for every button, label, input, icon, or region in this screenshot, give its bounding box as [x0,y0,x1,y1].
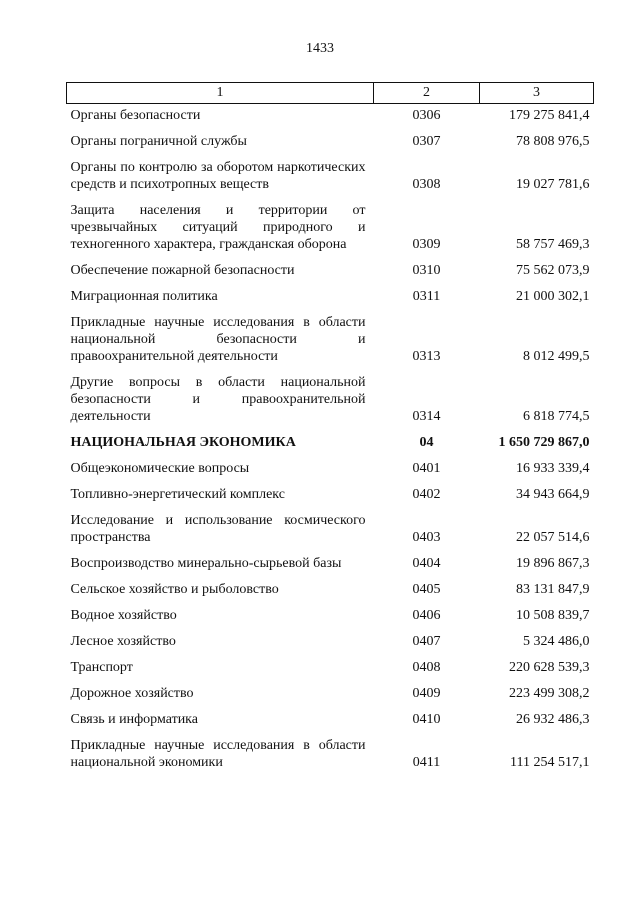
table-row [67,734,594,777]
row-code: 0409 [412,686,441,701]
row-amount: 19 027 781,6 [516,177,590,192]
table-header-row [67,83,594,104]
table-row [67,630,594,656]
row-name: Обеспечение пожарной безопасности [70,263,295,278]
table-row [67,604,594,630]
column-header-3: 3 [480,83,594,104]
row-name: Органы по контролю за оборотом наркотических средств и психотропных веществ [70,160,366,192]
row-code: 0403 [412,530,441,545]
row-name: Дорожное хозяйство [70,686,194,701]
row-code: 0310 [412,263,441,278]
row-amount: 16 933 339,4 [516,461,590,476]
row-code: 0314 [412,409,441,424]
row-amount: 75 562 073,9 [516,263,590,278]
row-amount: 179 275 841,4 [509,108,590,123]
table-row [67,578,594,604]
row-amount: 10 508 839,7 [516,608,590,623]
table-row [67,130,594,156]
row-name: Органы пограничной службы [70,134,247,149]
row-amount: 83 131 847,9 [516,582,590,597]
row-code: 0311 [412,289,441,304]
row-name: Другие вопросы в области национальной безопасности и правоохранительной деятельности [70,375,366,424]
table-row [67,483,594,509]
row-code: 0307 [412,134,441,149]
row-amount: 26 932 486,3 [516,712,590,727]
row-name: Общеэкономические вопросы [70,461,250,476]
row-code: 0404 [412,556,441,571]
row-name: Лесное хозяйство [70,634,176,649]
table-row [67,311,594,371]
table-row [67,682,594,708]
row-amount: 111 254 517,1 [510,755,590,770]
row-amount: 19 896 867,3 [516,556,590,571]
row-name: Защита населения и территории от чрезвычайных ситуаций природного и техногенного характера, гражданская оборона [70,203,366,252]
table-row [67,656,594,682]
row-amount: 8 012 499,5 [523,349,590,364]
row-code: 0407 [412,634,441,649]
row-code: 0306 [412,108,441,123]
row-name: Прикладные научные исследования в области национальной экономики [70,738,366,770]
section-code: 04 [419,435,434,450]
section-name: НАЦИОНАЛЬНАЯ ЭКОНОМИКА [70,435,296,450]
row-code: 0309 [412,237,441,252]
row-code: 0402 [412,487,441,502]
row-amount: 78 808 976,5 [516,134,590,149]
row-code: 0410 [412,712,441,727]
row-amount: 22 057 514,6 [516,530,590,545]
page-number: 1433 [306,41,334,56]
row-code: 0313 [412,349,441,364]
row-name: Сельское хозяйство и рыболовство [70,582,279,597]
table-row [67,259,594,285]
table-row [67,156,594,199]
row-name: Прикладные научные исследования в области национальной безопасности и правоохранительной деятельности [70,315,366,364]
row-code: 0308 [412,177,441,192]
row-amount: 220 628 539,3 [509,660,590,675]
table-row [67,285,594,311]
table-row [67,708,594,734]
table-row [67,457,594,483]
table-row [67,509,594,552]
row-amount: 34 943 664,9 [516,487,590,502]
row-name: Исследование и использование космического пространства [70,513,366,545]
row-amount: 21 000 302,1 [516,289,590,304]
row-code: 0401 [412,461,441,476]
table-row [67,104,594,131]
row-name: Связь и информатика [70,712,198,727]
row-name: Миграционная политика [70,289,218,304]
row-amount: 5 324 486,0 [523,634,590,649]
column-header-2: 2 [374,83,480,104]
row-name: Водное хозяйство [70,608,177,623]
row-name: Транспорт [70,660,133,675]
column-header-1: 1 [67,83,374,104]
row-code: 0408 [412,660,441,675]
row-amount: 6 818 774,5 [523,409,590,424]
table-row [67,199,594,259]
table-row [67,371,594,431]
section-row [67,431,594,457]
section-amount: 1 650 729 867,0 [498,435,590,450]
budget-table [66,82,594,777]
row-amount: 58 757 469,3 [516,237,590,252]
table-row [67,552,594,578]
row-name: Воспроизводство минерально-сырьевой базы [70,556,342,571]
row-amount: 223 499 308,2 [509,686,590,701]
row-code: 0406 [412,608,441,623]
row-name: Топливно-энергетический комплекс [70,487,285,502]
row-code: 0411 [412,755,441,770]
row-code: 0405 [412,582,441,597]
row-name: Органы безопасности [70,108,201,123]
